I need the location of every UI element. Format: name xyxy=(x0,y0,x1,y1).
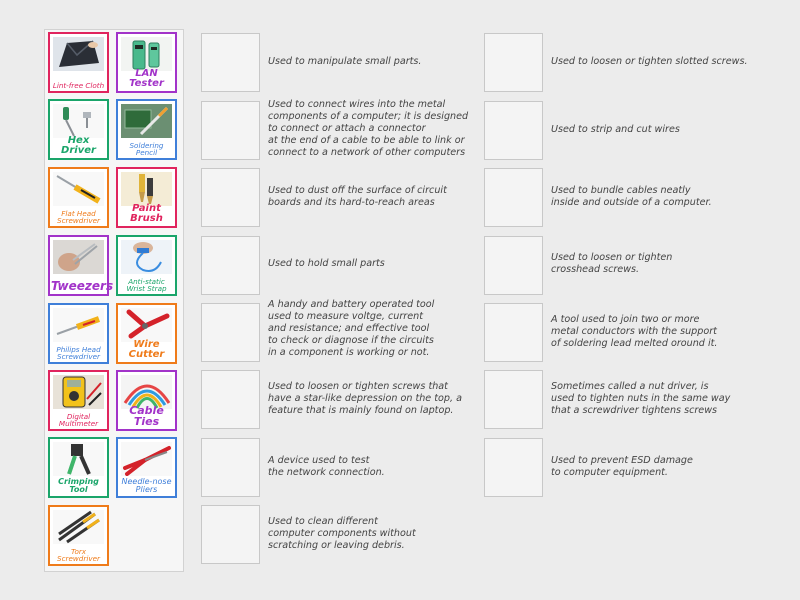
wrist-strap-icon xyxy=(121,240,172,274)
drop-zone[interactable] xyxy=(201,101,260,160)
drop-zone[interactable] xyxy=(484,370,543,429)
soldering-pencil-icon xyxy=(121,104,172,138)
tile-flat-head-screwdriver[interactable] xyxy=(48,167,109,228)
tile-label: Digital Multimeter xyxy=(58,411,99,428)
tile-label: Needle-nose Pliers xyxy=(121,477,172,494)
description-text: Used to connect wires into the metal components of a computer; it is designed to connect or attach a connector at the end of a cable to be able to link or connect to a network of other computers xyxy=(268,99,469,158)
tile-label: Torx Screwdriver xyxy=(57,546,100,563)
tile-paint-brush[interactable] xyxy=(116,167,177,228)
torx-screwdriver-icon xyxy=(53,510,104,544)
description-text: Used to hold small parts xyxy=(268,258,385,269)
multimeter-icon xyxy=(53,375,104,409)
tile-torx-screwdriver[interactable] xyxy=(48,505,109,566)
lan-tester-icon xyxy=(121,37,172,71)
drop-zone[interactable] xyxy=(201,303,260,362)
tile-digital-multimeter[interactable] xyxy=(48,370,109,431)
tile-wire-cutter[interactable] xyxy=(116,303,177,364)
tile-cable-ties[interactable] xyxy=(116,370,177,431)
description-text: A tool used to join two or more metal conductors with the support of soldering lead melted oround it. xyxy=(551,314,718,349)
drop-zone[interactable] xyxy=(201,236,260,295)
description-text: A device used to test the network connection. xyxy=(268,455,385,478)
tile-label: LAN Tester xyxy=(129,68,164,89)
tile-lan-tester[interactable] xyxy=(116,32,177,93)
description-text: Used to clean different computer components without scratching or leaving debris. xyxy=(268,516,416,551)
drop-zone[interactable] xyxy=(201,505,260,564)
needle-nose-pliers-icon xyxy=(121,442,172,476)
tile-lint-free-cloth[interactable] xyxy=(48,32,109,93)
description-text: Used to dust off the surface of circuit boards and its hard-to-reach areas xyxy=(268,185,447,208)
wire-cutter-icon xyxy=(121,308,172,342)
tile-label: Anti-static Wrist Strap xyxy=(126,276,167,293)
drop-zone[interactable] xyxy=(484,303,543,362)
tile-label: Philips Head Screwdriver xyxy=(56,344,101,361)
philips-screwdriver-icon xyxy=(53,308,104,342)
tweezers-icon xyxy=(53,240,104,274)
hex-driver-icon xyxy=(53,104,104,138)
tile-label: Cable Ties xyxy=(129,404,164,428)
paint-brush-icon xyxy=(121,172,172,206)
flat-head-screwdriver-icon xyxy=(53,172,104,206)
tile-needle-nose-pliers[interactable] xyxy=(116,437,177,498)
drop-zone[interactable] xyxy=(484,33,543,92)
description-text: A handy and battery operated tool used to measure voltge, current and resistance; and effective tool to check or diagnose if the circuits in a component is working or not. xyxy=(268,299,435,358)
description-text: Used to loosen or tighten screws that have a star-like depression on the top, a feature that is mainly found on laptop. xyxy=(268,381,462,416)
tile-label: Wire Cutter xyxy=(128,339,165,360)
tile-tweezers[interactable] xyxy=(48,235,114,296)
description-text: Used to prevent ESD damage to computer equipment. xyxy=(551,455,693,478)
tile-label: Paint Brush xyxy=(130,203,163,224)
description-text: Used to loosen or tighten crosshead screws. xyxy=(551,252,673,275)
drop-zone[interactable] xyxy=(201,370,260,429)
tile-label: Lint-free Cloth xyxy=(52,80,105,90)
description-text: Used to bundle cables neatly inside and outside of a computer. xyxy=(551,185,712,208)
drop-zone[interactable] xyxy=(484,101,543,160)
tile-label: Flat Head Screwdriver xyxy=(57,208,100,225)
tile-label: Crimping Tool xyxy=(58,477,99,494)
crimping-tool-icon xyxy=(53,442,104,476)
drop-zone[interactable] xyxy=(201,168,260,227)
drop-zone[interactable] xyxy=(484,236,543,295)
drop-zone[interactable] xyxy=(201,33,260,92)
cloth-icon xyxy=(53,37,104,71)
drop-zone[interactable] xyxy=(484,438,543,497)
drop-zone[interactable] xyxy=(201,438,260,497)
tile-label: Soldering Pencil xyxy=(129,140,164,157)
tile-philips-head-screwdriver[interactable] xyxy=(48,303,109,364)
tile-anti-static-wrist-strap[interactable] xyxy=(116,235,177,296)
description-text: Used to strip and cut wires xyxy=(551,124,680,135)
tile-label: Tweezers xyxy=(51,279,114,293)
tile-crimping-tool[interactable] xyxy=(48,437,109,498)
tile-hex-driver[interactable] xyxy=(48,99,109,160)
drop-zone[interactable] xyxy=(484,168,543,227)
description-text: Used to loosen or tighten slotted screws. xyxy=(551,56,748,67)
tile-soldering-pencil[interactable] xyxy=(116,99,177,160)
description-text: Sometimes called a nut driver, is used to tighten nuts in the same way that a screwdriver tightens screws xyxy=(551,381,731,416)
tile-label: Hex Driver xyxy=(61,135,96,156)
description-text: Used to manipulate small parts. xyxy=(268,56,422,67)
